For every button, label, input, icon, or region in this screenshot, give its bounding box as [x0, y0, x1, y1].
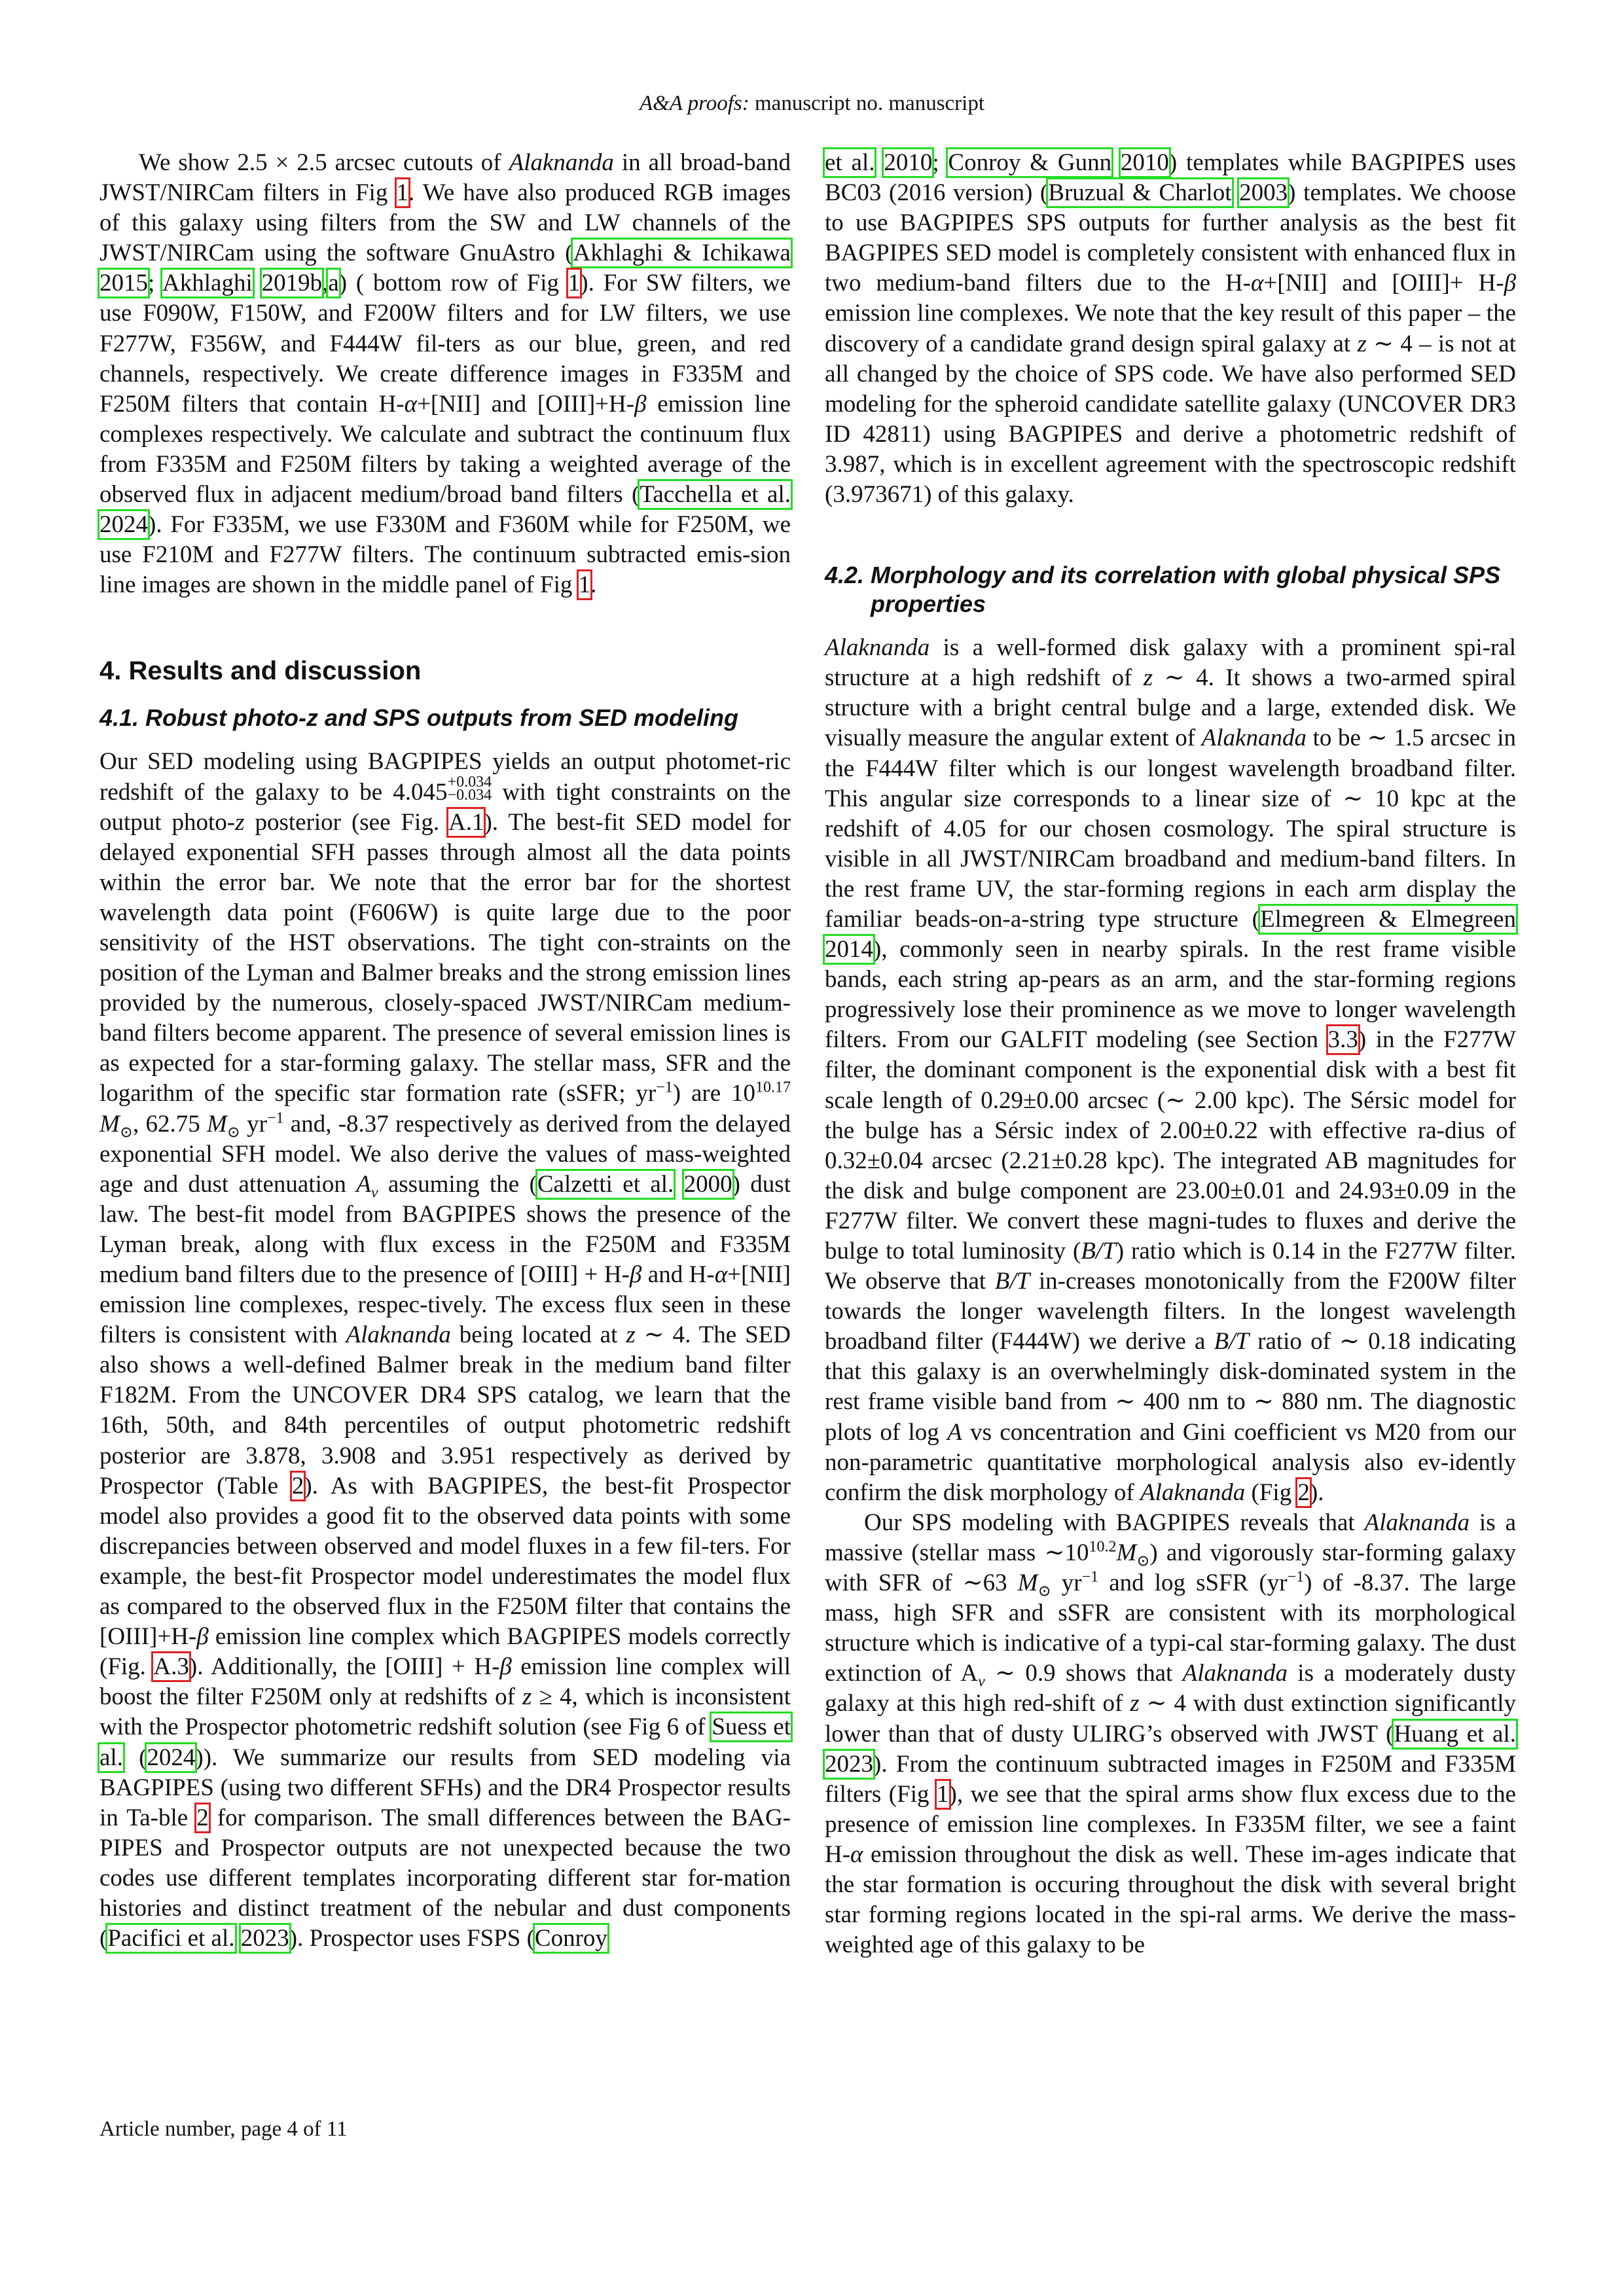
citation-elmegreen[interactable]: Elmegreen & Elmegreen	[1259, 905, 1516, 933]
citation-year-2014[interactable]: 2014	[825, 936, 873, 963]
left-column	[99, 148, 791, 1954]
morphology-paragraph: Alaknanda is a well-formed disk galaxy with a prominent spi-ral structure at a high redshift of z ∼ 4. It shows a two-armed spiral structure with a bright central bulge and a large, extended disk. We visually measure the angular extent of Alaknanda to be ∼ 1.5 arcsec in the F444W filter which is our longest wavelength broadband filter. This angular size corresponds to a linear size of ∼ 10 kpc at the redshift of 4.05 for our chosen cosmology. The spiral structure is visible in all JWST/NIRCam broadband and medium-band filters. In the rest frame UV, the star-forming regions in each arm display the familiar beads-on-a-string type structure (Elmegreen & Elmegreen 2014), commonly seen in nearby spirals. In the rest frame visible bands, each string ap-pears as an arm, and the star-forming regions progressively lose their prominence as we move to longer wavelength filters. From our GALFIT modeling (see Section 3.3) in the F277W filter, the dominant component is the exponential disk with a best fit scale length of 0.29±0.00 arcsec (∼ 2.00 kpc). The Sérsic model for the bulge has a Sérsic index of 2.00±0.22 with effective ra-dius of 0.32±0.04 arcsec (2.21±0.28 kpc). The integrated AB magnitudes for the disk and bulge component are 23.00±0.01 and 24.93±0.09 in the F277W filter. We convert these magni-tudes to fluxes and derive the bulge to total luminosity (B/T) ratio which is 0.14 in the F277W filter. We observe that B/T in-creases monotonically from the F200W filter towards the longer wavelength filters. In the longest wavelength broadband filter (F444W) we derive a B/T ratio of ∼ 0.18 indicating that this galaxy is an overwhelmingly disk-dominated system in the rest frame visible band from ∼ 400 nm to ∼ 880 nm. The diagnostic plots of log A vs concentration and Gini coefficient vs M20 from our non-parametric quantitative morphological analysis also ev-idently confirm the disk morphology of Alaknanda (Fig 2).	[825, 634, 1517, 1506]
galaxy-name: Alaknanda	[509, 149, 614, 176]
citation-akhlaghi[interactable]: Akhlaghi	[162, 270, 253, 297]
citation-year-2015[interactable]: 2015	[99, 270, 148, 297]
section-3-3-link[interactable]: 3.3	[1327, 1026, 1358, 1054]
intro-paragraph: We show 2.5 × 2.5 arcsec cutouts of Alaknanda in all broad-band JWST/NIRCam filters in Fig 1. We have also produced RGB images of this galaxy using filters from the SW and LW channels of the JWST/NIRCam using the software GnuAstro (Akhlaghi & Ichikawa 2015; Akhlaghi 2019b,a) ( bottom row of Fig 1). For SW filters, we use F090W, F150W, and F200W filters and for LW filters, we use F277W, F356W, and F444W fil-ters as our blue, green, and red channels, respectively. We create difference images in F335M and F250M filters that contain H-α+[NII] and [OIII]+H-β emission line complexes respectively. We calculate and subtract the continuum flux from F335M and F250M filters by taking a weighted average of the observed flux in adjacent medium/broad band filters (Tacchella et al. 2024). For F335M, we use F330M and F360M while for F250M, we use F210M and F277W filters. The continuum subtracted emis-sion line images are shown in the middle panel of Fig 1.	[99, 149, 791, 599]
citation-year-2019a[interactable]: a	[328, 270, 339, 297]
citation-calzetti[interactable]: Calzetti et al.	[537, 1170, 674, 1198]
sps-paragraph: Our SPS modeling with BAGPIPES reveals that Alaknanda is a massive (stellar mass $\sim 10^{10.2}M_⊙$) and vigorously star-forming galaxy with SFR of ∼63 $M_⊙$ $yr^{-1}$ and log sSFR $(yr^{-1})$ of -8.37. The large mass, high SFR and sSFR are consistent with its morphological structure which is indicative of a typi-cal star-forming galaxy. The dust extinction of $A_v$ ∼ 0.9 shows that Alaknanda is a moderately dusty galaxy at this high red-shift of z ∼ 4 with dust extinction significantly lower than that of dusty ULIRG’s observed with JWST (Huang et al. 2023). From the continuum subtracted images in F250M and F335M filters (Fig 1), we see that the spiral arms show flux excess due to the presence of emission line complexes. In F335M filter, we see a faint H-α emission throughout the disk as well. These im-ages indicate that the star formation is occuring throughout the disk with several bright star forming regions located in the spi-ral arms. We derive the mass-weighted age of this galaxy to be	[825, 1509, 1516, 1959]
sed-paragraph: Our SED modeling using BAGPIPES yields an output photomet-ric redshift of the galaxy to be 4.045 +0.034 −0.034 with tight constraints on the output photo-z posterior (see Fig. A.1). The best-fit SED model for delayed exponential SFH passes through almost all the data points within the error bar. We note that the error bar for the shortest wavelength data point (F606W) is quite large due to the poor sensitivity of the HST observations. The tight con-straints on the position of the Lyman and Balmer breaks and the strong emission lines provided by the numerous, closely-spaced JWST/NIRCam medium-band filters become apparent. The presence of several emission lines is as expected for a star-forming galaxy. The stellar mass, SFR and the logarithm of the specific star formation rate (sSFR; $yr^{-1}$) are $10^{10.17}$ $M_⊙$, 62.75 $M_⊙$ $yr^{-1}$ and, -8.37 respectively as derived from the delayed exponential SFH model. We also derive the values of mass-weighted age and dust attenuation $A_v$ assuming the (Calzetti et al. 2000) dust law. The best-fit model from BAGPIPES shows the presence of the Lyman break, along with flux excess in the F250M and F335M medium band filters due to the presence of [OIII] + H-β and H-α+[NII] emission line complexes, respec-tively. The excess flux seen in these filters is consistent with Alaknanda being located at z ∼ 4. The SED also shows a well-defined Balmer break in the medium band filter F182M. From the UNCOVER DR4 SPS catalog, we learn that the 16th, 50th, and 84th percentiles of output photometric redshift posterior are 3.878, 3.908 and 3.951 respectively as derived by Prospector (Table 2). As with BAGPIPES, the best-fit Prospector model also provides a good fit to the observed data points with some discrepancies between observed and model fluxes in a few fil-ters. For example, the best-fit Prospector model underestimates the model flux as compared to the observed flux in the F250M filter that contains the [OIII]+H-β emission line complex which BAGPIPES models correctly (Fig. A.3). Additionally, the [OIII] + H-β emission line complex will boost the filter F250M only at redshifts of z ≥ 4, which is inconsistent with the Prospector photometric redshift solution (see Fig 6 of Suess et al. (2024)). We summarize our results from SED modeling via BAGPIPES (using two different SFHs) and the DR4 Prospector results in Ta-ble 2 for comparison. The small differences between the BAG-PIPES and Prospector outputs are not unexpected because the two codes use different templates incorporating different star for-mation histories and distinct treatment of the nebular and dust components (Pacifici et al. 2023). Prospector uses FSPS (Conroy	[99, 748, 791, 1952]
figure-1-link[interactable]: 1	[937, 1780, 949, 1808]
citation-year-2010[interactable]: 2010	[884, 149, 933, 176]
citation-year-2019b[interactable]: 2019b	[261, 270, 323, 297]
citation-year-2003[interactable]: 2003	[1239, 179, 1288, 207]
figure-1-link[interactable]: 1	[568, 270, 581, 297]
citation-year-2024[interactable]: 2024	[99, 511, 148, 539]
subsection-heading-4-1: 4.1. Robust photo-z and SPS outputs from SED modeling	[99, 704, 738, 732]
citation-conroy-etal[interactable]: et al.	[825, 149, 875, 176]
citation-year-2023[interactable]: 2023	[825, 1750, 873, 1778]
citation-suess[interactable]: Suess et al.	[99, 1713, 791, 1771]
galaxy-name: Alaknanda	[346, 1321, 451, 1349]
citation-conroy-gunn[interactable]: Conroy & Gunn	[948, 149, 1112, 176]
citation-year-2010[interactable]: 2010	[1120, 149, 1169, 176]
figure-1-link[interactable]: 1	[578, 571, 591, 599]
citation-year-2023[interactable]: 2023	[240, 1925, 289, 1952]
figure-a3-link[interactable]: A.3	[153, 1653, 189, 1681]
galaxy-name: Alaknanda	[1140, 1479, 1246, 1506]
right-column	[825, 148, 1516, 1960]
citation-tacchella[interactable]: Tacchella et al.	[640, 481, 791, 509]
journal-name: A&A proofs:	[639, 92, 749, 115]
section-heading-results: 4. Results and discussion	[99, 656, 422, 686]
citation-year-2000[interactable]: 2000	[683, 1170, 732, 1198]
figure-2-link[interactable]: 2	[1297, 1479, 1310, 1506]
continued-paragraph: et al. 2010; Conroy & Gunn 2010) templates while BAGPIPES uses BC03 (2016 version) (Bruzual & Charlot 2003) templates. We choose to use BAGPIPES SPS outputs for further analysis as the best fit BAGPIPES SED model is completely consistent with enhanced flux in two medium-band filters due to the H-α+[NII] and [OIII]+ H-β emission line complexes. We note that the key result of this paper – the discovery of a candidate grand design spiral galaxy at z ∼ 4 – is not at all changed by the choice of SPS code. We have also performed SED modeling for the spheroid candidate satellite galaxy (UNCOVER DR3 ID 42811) using BAGPIPES and derive a photometric redshift of 3.987, which is in excellent agreement with the spectroscopic redshift (3.973671) of this galaxy.	[825, 149, 1517, 509]
citation-huang[interactable]: Huang et al.	[1394, 1720, 1516, 1748]
galaxy-name: Alaknanda	[1201, 725, 1307, 752]
citation-pacifici[interactable]: Pacifici et al.	[107, 1925, 235, 1952]
table-2-link[interactable]: 2	[291, 1472, 304, 1499]
citation-akhlaghi-ichikawa[interactable]: Akhlaghi & Ichikawa	[573, 240, 791, 267]
citation-conroy[interactable]: Conroy	[534, 1925, 607, 1952]
page-footer: Article number, page 4 of 11	[99, 2117, 348, 2141]
figure-a1-link[interactable]: A.1	[448, 808, 484, 836]
galaxy-name: Alaknanda	[825, 634, 930, 662]
manuscript-label: manuscript no. manuscript	[755, 92, 985, 115]
citation-year-2024[interactable]: 2024	[147, 1744, 196, 1771]
subsection-heading-4-2: 4.2. Morphology and its correlation with global physical SPS properties	[825, 562, 1501, 618]
redshift-error: +0.034 −0.034	[447, 774, 492, 804]
galaxy-name: Alaknanda	[1364, 1509, 1470, 1536]
galaxy-name: Alaknanda	[1182, 1660, 1288, 1687]
figure-1-link[interactable]: 1	[396, 179, 409, 207]
citation-bruzual-charlot[interactable]: Bruzual & Charlot	[1048, 179, 1232, 207]
table-2-link[interactable]: 2	[196, 1804, 209, 1831]
running-header	[0, 90, 1624, 117]
